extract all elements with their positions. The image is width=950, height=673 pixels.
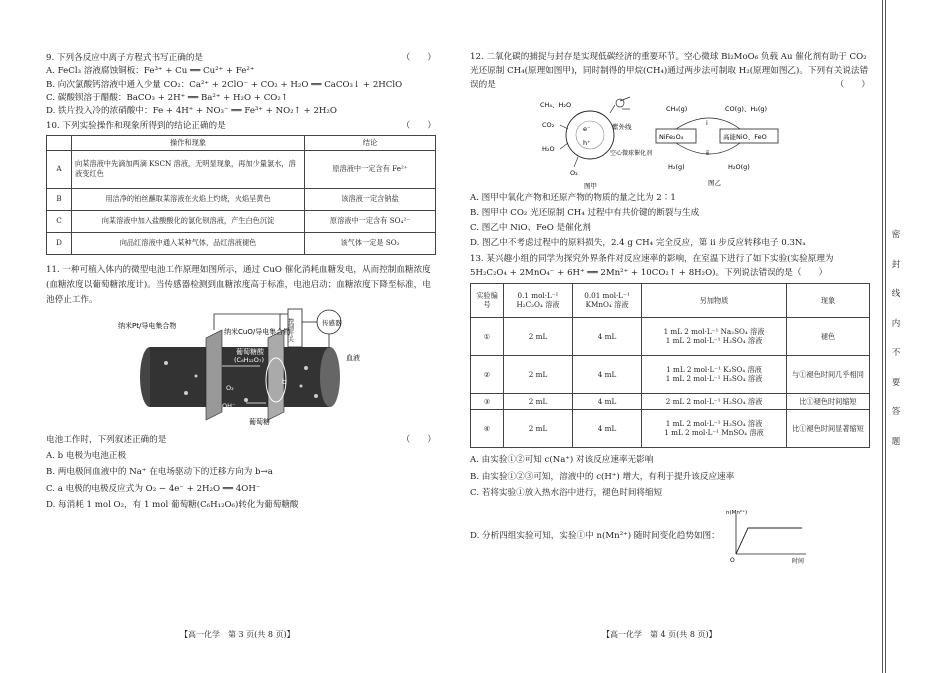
figb-h2og: H₂O(g) — [728, 162, 750, 171]
gluconic-label: 葡萄糖酸 — [236, 347, 264, 356]
seal-notice — [886, 228, 906, 464]
table-row — [47, 210, 436, 232]
row-label: B — [47, 188, 72, 210]
figa-eminus: e⁻ — [583, 124, 591, 133]
cell-additive — [642, 393, 787, 409]
q13-option-c: C. 若将实验①放入热水浴中进行，褪色时间将缩短 — [470, 488, 663, 499]
figa-uv: 紫外线 — [612, 122, 632, 131]
label-a: a — [196, 335, 201, 344]
figa-h2o: H₂O — [542, 144, 555, 153]
seal-char: 封 — [891, 259, 901, 270]
q12-option-b: B. 图甲中 CO₂ 光还原制 CH₄ 过程中有共价键的断裂与生成 — [470, 207, 700, 218]
cell-additive — [642, 409, 787, 447]
q11-sub-stem: 电池工作时，下列叙述正确的是 — [46, 434, 167, 445]
figb-box1: NiFe₂O₄ — [659, 132, 684, 141]
row-operation: 用洁净的铂丝蘸取某溶液在火焰上灼烧，火焰呈黄色 — [72, 188, 305, 210]
row-operation: 向品红溶液中通入某种气体，品红溶液褪色 — [72, 232, 305, 254]
sun-icon — [616, 99, 624, 107]
figb-caption: 图乙 — [708, 178, 721, 187]
q10-table — [46, 135, 436, 255]
page-footer-left: 【高一化学 第 3 页(共 8 页)】 — [180, 630, 295, 639]
q9-option-b: B. 向次氯酸钙溶液中通入少量 CO₂：Ca²⁺ + 2ClO⁻ + CO₂ + H₂O ══ CaCO₃↓ + 2HClO — [46, 79, 403, 90]
seal-char: 答 — [891, 407, 901, 417]
hollow-sphere — [566, 111, 614, 159]
table-header: 0.01 mol·L⁻¹ KMnO₄ 溶液 — [573, 283, 642, 317]
cell-kmno4: 4 mL — [573, 317, 642, 355]
label-b: b — [282, 377, 287, 386]
figa-co2: CO₂ — [542, 120, 555, 129]
q11-option-d: D. 每消耗 1 mol O₂，有 1 mol 葡萄糖(C₆H₁₂O₆)转化为葡萄糖酸 — [46, 500, 299, 510]
graph-origin: O — [729, 557, 735, 565]
table-header: 0.1 mol·L⁻¹ H₂C₂O₄ 溶液 — [504, 283, 573, 317]
mn-trend-graph — [722, 508, 810, 564]
q13-answer-paren: （ ） — [792, 267, 828, 278]
vessel-label: 血液 — [346, 353, 360, 362]
row-conclusion: 原溶液中一定含有 Fe²⁺ — [305, 150, 436, 188]
row-label: C — [47, 210, 72, 232]
cell-kmno4: 4 mL — [573, 409, 642, 447]
q12-figures — [470, 93, 870, 191]
seal-char: 要 — [891, 377, 901, 388]
table-row — [471, 355, 870, 393]
q13-option-b: B. 由实验①②③可知，溶液中的 c(H⁺) 增大，有利于提升该反应速率 — [470, 471, 735, 482]
cell-additive — [642, 355, 787, 393]
table-row — [471, 393, 870, 409]
cell-phenomenon: 褪色 — [787, 317, 870, 355]
table-row — [471, 409, 870, 447]
cell-h2c2o4: 2 mL — [504, 393, 573, 409]
q12-answer-paren: （ ） — [835, 80, 870, 91]
table-header — [47, 135, 72, 150]
question-11 — [46, 263, 436, 514]
figa-caption: 图甲 — [584, 181, 597, 190]
graph-ylabel: n(Mn²⁺) — [725, 510, 747, 517]
figa-hplus: h⁺ — [583, 138, 591, 147]
q11-answer-paren: （ ） — [401, 434, 436, 445]
seal-char: 线 — [891, 289, 901, 299]
table-header: 另加物质 — [642, 283, 787, 317]
figb-coh2: CO(g)、H₂(g) — [725, 104, 768, 113]
question-9 — [46, 52, 436, 119]
seal-char: 题 — [891, 436, 901, 447]
table-row — [471, 317, 870, 355]
cell-h2c2o4: 2 mL — [504, 409, 573, 447]
row-conclusion: 原溶液中一定含有 SO₄²⁻ — [305, 210, 436, 232]
figb-ii: ⅱ — [706, 148, 709, 157]
figa-o2: O₂ — [570, 168, 578, 177]
cell-id: ② — [471, 355, 504, 393]
q12-option-a: A. 图甲中氧化产物和还原产物的物质的量之比为 2∶1 — [470, 192, 676, 203]
cell-id: ① — [471, 317, 504, 355]
cell-kmno4: 4 mL — [573, 393, 642, 409]
q9-option-c: C. 碳酸钡溶于醋酸：BaCO₃ + 2H⁺ ══ Ba²⁺ + H₂O + CO₂↑ — [46, 92, 288, 103]
battery-figure — [46, 308, 436, 426]
graph-xlabel: 时间 — [791, 558, 804, 565]
q12-diagram — [470, 93, 870, 191]
table-header: 结论 — [305, 135, 436, 150]
row-conclusion: 该气体一定是 SO₂ — [305, 232, 436, 254]
sensor-label: 传感器 — [322, 318, 342, 327]
figb-ch4: CH₄(g) — [666, 104, 688, 113]
switch-label: 控制开关 — [286, 317, 294, 342]
cell-id: ③ — [471, 393, 504, 409]
electrode-b — [268, 330, 284, 420]
figa-ch4h2o: CH₄、H₂O — [540, 100, 572, 109]
q9-stem: 9. 下列各反应中离子方程式书写正确的是 — [46, 53, 204, 63]
additive-line: 1 mL 2 mol·L⁻¹ H₂SO₄ 溶液 — [665, 418, 763, 428]
q12-option-d: D. 图乙中不考虑过程中的原料损失，2.4 g CH₄ 完全反应，第 ⅱ 步反应转移电子 0.3Nₐ — [470, 237, 806, 248]
question-13 — [470, 252, 870, 565]
q9-option-d: D. 铁片投入冷的浓硝酸中：Fe + 4H⁺ + NO₃⁻ ══ Fe³⁺ + NO₂↑ + 2H₂O — [46, 106, 337, 117]
q11-option-b: B. 两电极间血液中的 Na⁺ 在电场驱动下的迁移方向为 b→a — [46, 467, 273, 478]
q13-option-d: D. 分析四组实验可知，实验①中 n(Mn²⁺) 随时间变化趋势如图： — [470, 530, 720, 541]
electrode-a — [206, 330, 222, 420]
q11-option-c: C. a 电极的电极反应式为 O₂ − 4e⁻ + 2H₂O ══ 4OH⁻ — [46, 483, 261, 494]
additive-line: 1 mL 2 mol·L⁻¹ MnSO₄ 溶液 — [664, 428, 764, 438]
q13-option-a: A. 由实验①②可知 c(Na⁺) 对该反应速率无影响 — [470, 454, 654, 465]
oh-label: OH⁻ — [222, 401, 236, 410]
q9-option-a: A. FeCl₃ 溶液腐蚀铜板：Fe³⁺ + Cu ══ Cu²⁺ + Fe²⁺ — [46, 66, 255, 77]
question-10 — [46, 120, 436, 255]
glucose-label: 葡萄糖 — [249, 417, 270, 426]
pt-label: 纳米Pt/导电集合物 — [118, 321, 177, 330]
seal-char: 内 — [891, 318, 901, 329]
table-header: 实验编号 — [471, 283, 504, 317]
row-label: D — [47, 232, 72, 254]
cell-phenomenon: 比①褪色时间显著缩短 — [787, 409, 870, 447]
figb-box2: 高能NiO、FeO — [723, 132, 767, 141]
battery-diagram — [46, 308, 436, 426]
row-conclusion: 该溶液一定含钠盐 — [305, 188, 436, 210]
cell-phenomenon: 比①褪色时间缩短 — [787, 393, 870, 409]
q13-stem: 13. 某兴趣小组的同学为探究外界条件对反应速率的影响，在室温下进行了如下实验(实验原理为 5H₂C₂O₄ + 2MnO₄⁻ + 6H⁺ ══ 2Mn²⁺ + 10CO₂↑ + 8H₂O)。下列说法错误的是 — [470, 253, 834, 278]
trend-line — [736, 528, 802, 554]
o2-label: O₂ — [226, 383, 234, 392]
table-header-row — [47, 135, 436, 150]
q12-option-c: C. 图乙中 NiO、FeO 是催化剂 — [470, 222, 591, 233]
cell-id: ④ — [471, 409, 504, 447]
cell-h2c2o4: 2 mL — [504, 317, 573, 355]
question-12 — [470, 50, 870, 251]
q12-stem: 12. 二氧化碳的捕捉与封存是实现低碳经济的重要环节。空心微球 Bi₂MoO₆ 负载 Au 催化剂有助于 CO₂ 光还原制 CH₄(原理如图甲)，同时制得的甲烷(CH₄)通过两步法可制取 H₂(原理如图乙)。下列有关说法错误的是 — [470, 52, 869, 91]
table-header-row — [471, 283, 870, 317]
q9-answer-paren: （ ） — [401, 53, 436, 63]
additive-line: 1 mL 2 mol·L⁻¹ H₂SO₄ 溶液 — [665, 374, 763, 384]
q13-table — [470, 283, 870, 448]
right-column — [470, 50, 870, 564]
table-row — [47, 232, 436, 254]
row-operation: 向某溶液中加入盐酸酸化的氯化钡溶液，产生白色沉淀 — [72, 210, 305, 232]
seal-char: 不 — [891, 348, 901, 358]
figb-h2: H₂(g) — [668, 162, 685, 171]
figa-catalyst: 空心微球催化剂 — [610, 149, 653, 157]
q10-answer-paren: （ ） — [401, 120, 436, 131]
cell-h2c2o4: 2 mL — [504, 355, 573, 393]
cell-kmno4: 4 mL — [573, 355, 642, 393]
additive-line: 2 mL 2 mol·L⁻¹ H₂SO₄ 溶液 — [665, 396, 763, 406]
additive-line: 1 mL 2 mol·L⁻¹ K₂SO₄ 溶液 — [666, 364, 762, 374]
q11-option-a: A. b 电极为电池正极 — [46, 451, 127, 462]
table-row — [47, 188, 436, 210]
row-operation: 向某溶液中先滴加两滴 KSCN 溶液，无明显现象，再加少量氯水，溶液变红色 — [72, 150, 305, 188]
additive-line: 1 mL 2 mol·L⁻¹ Na₂SO₄ 溶液 — [663, 326, 765, 336]
page-footer-right: 【高一化学 第 4 页(共 8 页)】 — [602, 630, 717, 639]
arrow-i — [676, 118, 740, 129]
table-header: 操作和现象 — [72, 135, 305, 150]
q13-option-d-row — [470, 508, 870, 564]
q10-stem: 10. 下列实验操作和现象所得到的结论正确的是 — [46, 120, 226, 131]
gluconic-formula: (C₆H₁₂O₇) — [234, 355, 265, 364]
table-header: 现象 — [787, 283, 870, 317]
vessel-end-right — [320, 347, 340, 407]
cell-additive — [642, 317, 787, 355]
row-label: A — [47, 150, 72, 188]
q11-stem: 11. 一种可植入体内的微型电池工作原理如图所示，通过 CuO 催化消耗血糖发电，从而控制血糖浓度(血糖浓度以葡萄糖浓度计)。当传感器检测到血糖浓度高于标准，电池启动；血糖浓度下降至标准，电池停止工作。 — [46, 264, 431, 305]
cuo-label: 纳米CuO/导电集合物 — [224, 327, 291, 336]
additive-line: 1 mL 2 mol·L⁻¹ H₂SO₄ 溶液 — [665, 336, 763, 346]
cell-phenomenon: 与①褪色时间几乎相同 — [787, 355, 870, 393]
seal-char: 密 — [891, 230, 901, 240]
figb-i: ⅰ — [706, 118, 708, 127]
table-row — [47, 150, 436, 188]
left-column — [46, 52, 436, 513]
